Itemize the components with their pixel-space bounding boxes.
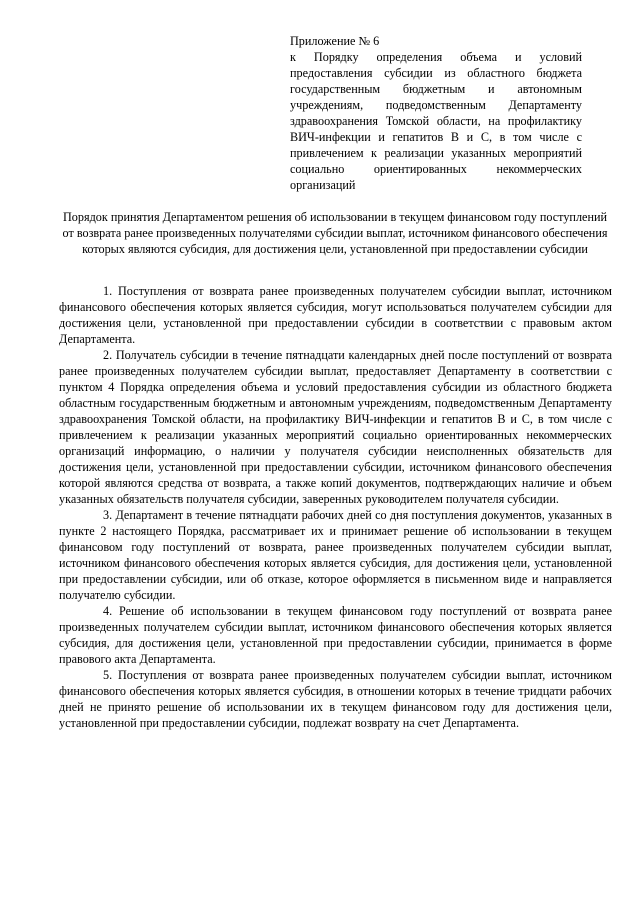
paragraph-2: 2. Получатель субсидии в течение пятнадцати календарных дней после поступлений от возврата ранее произведенных получателем субсидии выплат, предоставляет Департаменту в соответствии с пунктом 4 Порядка определения объема и условий предоставления субсидии из областного бюджета областным государственным бюджетным и автономным учреждениям, подведомственным Департаменту здравоохранения Томской области, на профилактику ВИЧ-инфекции и гепатитов В и С, в том числе с привлечением к реализации указанных мероприятий социально ориентированных некоммерческих организаций информацию, о наличии у получателя субсидии неисполненных обязательств для достижения цели, установленной при предоставлении субсидии, источником финансового обеспечения которой являются средства от возврата, а также копий документов, подтверждающих наличие и объем указанных обязательств получателя субсидии, заверенных руководителем получателя субсидии. [59, 348, 612, 506]
appendix-header [290, 33, 582, 193]
paragraph-4: 4. Решение об использовании в текущем финансовом году поступлений от возврата ранее произведенных получателем субсидии выплат, источником финансового обеспечения которых является субсидия, для достижения цели, установленной при предоставлении субсидии, принимается в форме правового акта Департамента. [59, 604, 612, 666]
appendix-reference: к Порядку определения объема и условий предоставления субсидии из областного бюджета государственным бюджетным и автономным учреждениям, подведомственным Департаменту здравоохранения Томской области, на профилактику ВИЧ-инфекции и гепатитов В и С, в том числе с привлечением к реализации указанных мероприятий социально ориентированных некоммерческих организаций [290, 50, 582, 192]
paragraph-1: 1. Поступления от возврата ранее произведенных получателем субсидии выплат, источником финансового обеспечения которых является субсидия, могут использоваться получателем субсидии для достижения цели, установленной при предоставлении субсидии в соответствии с правовым актом Департамента. [59, 284, 612, 346]
appendix-title: Приложение № 6 [290, 34, 380, 48]
paragraph-5: 5. Поступления от возврата ранее произведенных получателем субсидии выплат, источником финансового обеспечения которых является субсидия, в отношении которых в течение тридцати рабочих дней не принято решение об использовании их в текущем финансовом году для достижения цели, установленной при предоставлении субсидии, подлежат возврату на счет Департамента. [59, 668, 612, 730]
paragraph-3: 3. Департамент в течение пятнадцати рабочих дней со дня поступления документов, указанных в пункте 2 настоящего Порядка, рассматривает их и принимает решение об использовании в текущем финансовом году поступлений от возврата, ранее произведенных получателем субсидии выплат, источником финансового обеспечения которых является субсидия, для достижения цели, установленной при предоставлении субсидии, или об отказе, которое оформляется в письменном виде и направляется получателю субсидии. [59, 508, 612, 602]
document-title: Порядок принятия Департаментом решения об использовании в текущем финансовом году поступлений от возврата ранее произведенных получателями субсидии выплат, источником финансового обеспечения которых являются субсидия, для достижения цели, установленной при предоставлении субсидии [62, 210, 608, 256]
document-body [59, 283, 612, 731]
